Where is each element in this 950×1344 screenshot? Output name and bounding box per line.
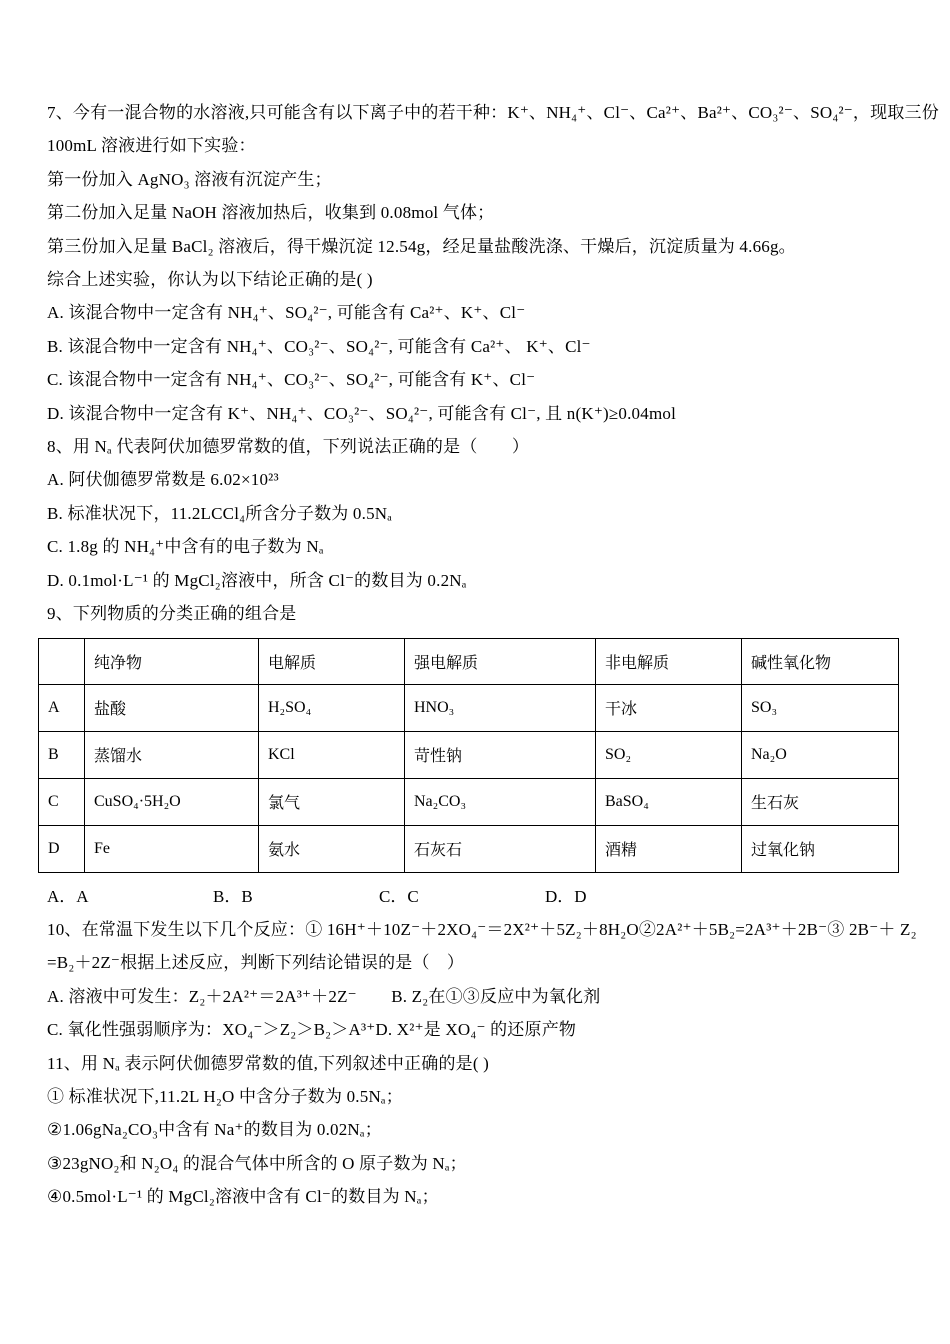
q7-question-line: 综合上述实验，你认为以下结论正确的是( ) bbox=[47, 270, 373, 290]
q9-answer-a: A．A bbox=[47, 886, 89, 906]
q11-item-3: ③23gNO₂和 N₂O₄ 的混合气体中所含的 O 原子数为 Nₐ； bbox=[47, 1153, 467, 1173]
q7-option-c: C. 该混合物中一定含有 NH₄⁺、CO₃²⁻、SO₄²⁻, 可能含有 K⁺、Cl⁻ bbox=[47, 370, 536, 390]
table-cell: B bbox=[39, 731, 85, 778]
table-cell: H₂SO₄ bbox=[259, 684, 405, 731]
q10-stem-line-1: 10、在常温下发生以下几个反应：① 16H⁺＋10Z⁻＋2XO₄⁻＝2X²⁺＋5Z₂＋8H₂O②2A²⁺＋5B₂=2A³⁺＋2B⁻③ 2B⁻＋ Z₂ bbox=[47, 919, 917, 939]
question-11 bbox=[47, 1047, 904, 1214]
table-cell: BaSO₄ bbox=[596, 778, 742, 825]
q11-item-4: ④0.5mol·L⁻¹ 的 MgCl₂溶液中含有 Cl⁻的数目为 Nₐ； bbox=[47, 1187, 439, 1207]
q11-stem: 11、用 Nₐ 表示阿伏伽德罗常数的值,下列叙述中正确的是( ) bbox=[47, 1053, 490, 1073]
table-header-cell bbox=[39, 638, 85, 684]
q7-experiment-1: 第一份加入 AgNO₃ 溶液有沉淀产生； bbox=[47, 169, 332, 189]
table-cell: D bbox=[39, 825, 85, 872]
question-7 bbox=[47, 96, 939, 430]
q9-answer-d: D．D bbox=[545, 886, 587, 906]
table-cell: HNO₃ bbox=[405, 684, 596, 731]
q7-stem-line-2: 100mL 溶液进行如下实验： bbox=[47, 136, 256, 156]
table-cell: SO₃ bbox=[742, 684, 899, 731]
classification-table bbox=[38, 638, 899, 873]
q9-answer-c: C．C bbox=[379, 886, 419, 906]
table-cell: CuSO₄·5H₂O bbox=[85, 778, 259, 825]
table-cell: 干冰 bbox=[596, 684, 742, 731]
q7-option-d: D. 该混合物中一定含有 K⁺、NH₄⁺、CO₃²⁻、SO₄²⁻, 可能含有 Cl⁻, 且 n(K⁺)≥0.04mol bbox=[47, 403, 677, 423]
table-cell: Fe bbox=[85, 825, 259, 872]
table-cell: A bbox=[39, 684, 85, 731]
table-cell: 氨水 bbox=[259, 825, 405, 872]
q8-option-d: D. 0.1mol·L⁻¹ 的 MgCl₂溶液中，所含 Cl⁻的数目为 0.2Nₐ bbox=[47, 570, 467, 590]
table-header-row bbox=[39, 638, 899, 684]
table-cell: 苛性钠 bbox=[405, 731, 596, 778]
table-row bbox=[39, 731, 899, 778]
table-cell: 过氧化钠 bbox=[742, 825, 899, 872]
q8-option-a: A. 阿伏伽德罗常数是 6.02×10²³ bbox=[47, 470, 279, 490]
q9-stem: 9、下列物质的分类正确的组合是 bbox=[47, 604, 297, 624]
table-cell: Na₂O bbox=[742, 731, 899, 778]
q10-options-cd: C. 氧化性强弱顺序为：XO₄⁻＞Z₂＞B₂＞A³⁺D. X²⁺是 XO₄⁻ 的还原产物 bbox=[47, 1020, 577, 1040]
q8-option-c: C. 1.8g 的 NH₄⁺中含有的电子数为 Nₐ bbox=[47, 537, 324, 557]
table-cell: 酒精 bbox=[596, 825, 742, 872]
question-9 bbox=[47, 597, 904, 913]
q7-option-a: A. 该混合物中一定含有 NH₄⁺、SO₄²⁻, 可能含有 Ca²⁺、K⁺、Cl⁻ bbox=[47, 303, 526, 323]
q7-experiment-2: 第二份加入足量 NaOH 溶液加热后，收集到 0.08mol 气体； bbox=[47, 203, 495, 223]
q8-option-b: B. 标准状况下，11.2LCCl₄所含分子数为 0.5Nₐ bbox=[47, 503, 393, 523]
table-cell: 石灰石 bbox=[405, 825, 596, 872]
table-cell: Na₂CO₃ bbox=[405, 778, 596, 825]
table-row bbox=[39, 684, 899, 731]
table-row bbox=[39, 778, 899, 825]
q9-answer-options bbox=[47, 880, 904, 913]
q11-item-2: ②1.06gNa₂CO₃中含有 Na⁺的数目为 0.02Nₐ； bbox=[47, 1120, 382, 1140]
table-header-cell: 纯净物 bbox=[85, 638, 259, 684]
q8-stem: 8、用 Nₐ 代表阿伏加德罗常数的值，下列说法正确的是（ ） bbox=[47, 437, 530, 457]
table-cell: SO₂ bbox=[596, 731, 742, 778]
table-cell: 生石灰 bbox=[742, 778, 899, 825]
q10-stem-line-2: =B₂＋2Z⁻根据上述反应，判断下列结论错误的是（ ） bbox=[47, 953, 465, 973]
table-cell: 蒸馏水 bbox=[85, 731, 259, 778]
table-cell: 氯气 bbox=[259, 778, 405, 825]
table-header-cell: 非电解质 bbox=[596, 638, 742, 684]
table-row bbox=[39, 825, 899, 872]
q11-item-1: ① 标准状况下,11.2L H₂O 中含分子数为 0.5Nₐ； bbox=[47, 1086, 403, 1106]
table-cell: C bbox=[39, 778, 85, 825]
q10-options-ab: A. 溶液中可发生：Z₂＋2A²⁺＝2A³⁺＋2Z⁻ B. Z₂在①③反应中为氧化剂 bbox=[47, 986, 601, 1006]
table-header-cell: 碱性氧化物 bbox=[742, 638, 899, 684]
table-header-cell: 电解质 bbox=[259, 638, 405, 684]
q7-option-b: B. 该混合物中一定含有 NH₄⁺、CO₃²⁻、SO₄²⁻, 可能含有 Ca²⁺、 K⁺、Cl⁻ bbox=[47, 336, 591, 356]
question-8 bbox=[47, 430, 904, 597]
q7-experiment-3: 第三份加入足量 BaCl₂ 溶液后，得干燥沉淀 12.54g，经足量盐酸洗涤、干燥后，沉淀质量为 4.66g。 bbox=[47, 236, 796, 256]
table-cell: 盐酸 bbox=[85, 684, 259, 731]
table-header-cell: 强电解质 bbox=[405, 638, 596, 684]
question-10 bbox=[47, 913, 917, 1047]
q7-stem-line-1: 7、今有一混合物的水溶液,只可能含有以下离子中的若干种：K⁺、NH₄⁺、Cl⁻、Ca²⁺、Ba²⁺、CO₃²⁻、SO₄²⁻，现取三份 bbox=[47, 103, 939, 122]
table-cell: KCl bbox=[259, 731, 405, 778]
q9-answer-b: B．B bbox=[213, 886, 253, 906]
